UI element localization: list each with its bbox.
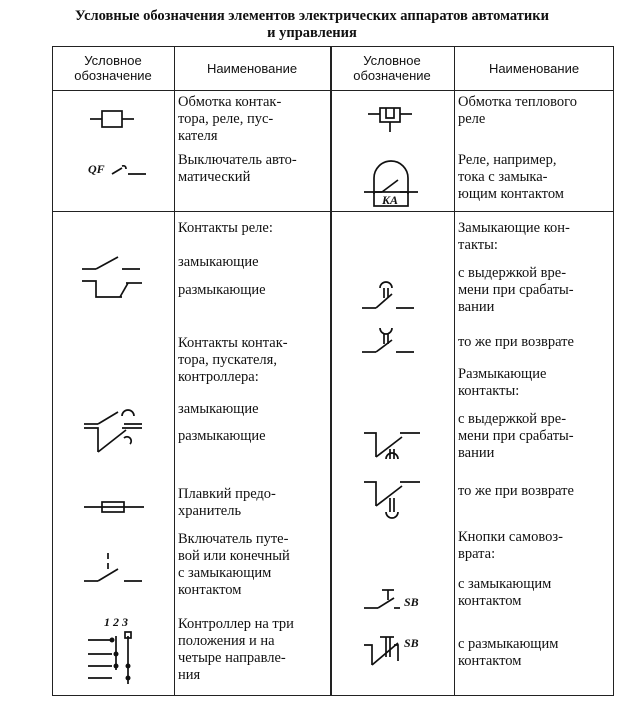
table-column-divider [174,46,175,696]
page-title [0,8,624,42]
limit-switch-symbol [84,551,148,587]
text-make-contacts: Замыкающие кон- такты: [458,220,570,253]
current-relay-symbol [364,152,422,210]
button-break-contact-symbol [364,631,428,675]
section-divider [52,211,614,212]
text-make-2: замыкающие [178,401,259,417]
circuit-breaker-symbol [78,156,154,186]
text-make-delay-on: с выдержкой вре- мени при срабаты- вании [458,265,574,315]
header-symbol-left: Условное обозначение [74,53,152,83]
controller-symbol [88,614,148,694]
title-line-1: Условные обозначения элементов электрических аппаратов автоматики [75,8,549,24]
table-border-bottom [52,695,614,696]
button-break-label: SB [404,636,419,650]
text-break-1: размыкающие [178,282,266,298]
break-contact-delay-off-symbol [362,478,426,524]
make-contact-delay-on-symbol [362,278,422,314]
text-relay-contacts: Контакты реле: [178,220,273,236]
text-relay-make: Реле, например, тока с замыка- ющим контактом [458,152,564,202]
text-coil: Обмотка контак- тора, реле, пус- кателя [178,94,282,144]
controller-position-numbers: 1 2 3 [104,615,128,629]
text-controller: Контроллер на три положения и на четыре направле- ния [178,616,294,683]
text-fuse: Плавкий предо- хранитель [178,486,276,519]
text-break-contacts: Размыкающие контакты: [458,366,547,399]
text-make-delay-off: то же при возврате [458,334,574,350]
header-name-left: Наименование [206,60,298,76]
header-name-right: Наименование [488,60,580,76]
text-make-1: замыкающие [178,254,259,270]
header-divider [52,90,614,91]
contactor-make-contact-symbol [84,404,148,426]
text-buttons: Кнопки самовоз- врата: [458,529,563,562]
fuse-symbol [84,497,148,517]
table-border-left [52,46,53,696]
text-break-delay-on: с выдержкой вре- мени при срабаты- вании [458,411,574,461]
relay-label: KA [382,193,399,207]
table-border-right [613,46,614,696]
text-button-break: с размыкающим контактом [458,636,559,669]
table-column-divider [454,46,455,696]
text-break-2: размыкающие [178,428,266,444]
text-button-make: с замыкающим контактом [458,576,552,609]
break-contact-delay-on-symbol [362,429,426,473]
symbols-table [52,46,614,696]
button-make-contact-symbol [364,584,428,616]
thermal-relay-coil-symbol [366,102,418,136]
coil-symbol [88,104,138,134]
button-make-label: SB [404,595,419,609]
make-contact-delay-off-symbol [362,326,422,356]
text-contactor-contacts: Контакты контак- тора, пускателя, контроллера: [178,335,288,385]
header-symbol-right: Условное обозначение [353,53,431,83]
relay-make-contact-symbol [82,249,146,271]
contactor-break-contact-symbol [84,424,148,460]
text-thermal-coil: Обмотка теплового реле [458,94,578,127]
breaker-label: QF [88,162,105,176]
text-break-delay-off: то же при возврате [458,483,574,499]
text-breaker: Выключатель авто- матический [178,152,297,185]
relay-break-contact-symbol [82,277,146,301]
table-middle-divider [330,46,332,696]
title-line-2: и управления [267,25,357,41]
text-limit-switch: Включатель путе- вой или конечный с замыкающим контактом [178,531,290,598]
